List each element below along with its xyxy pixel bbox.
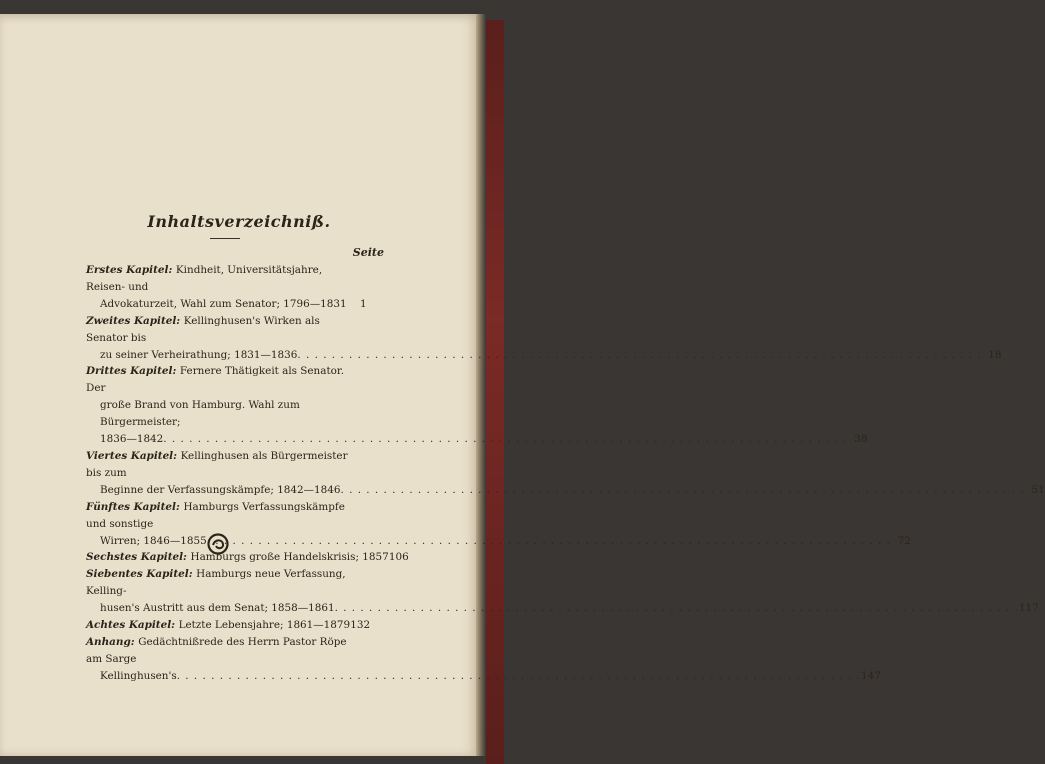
- toc-text: Kindheit, Universitätsjahre, Reisen- und: [86, 264, 323, 293]
- toc-entry: [86, 448, 1045, 499]
- toc-text: zu seiner Verheirathung; 1831—1836: [100, 348, 298, 361]
- chapter-label: Viertes Kapitel:: [86, 449, 181, 462]
- toc-text: Hamburgs Verfassungskämpfe und sonstige: [86, 500, 345, 530]
- page-number: 51: [1031, 483, 1045, 496]
- toc-line: [86, 482, 1045, 499]
- chapter-label: Siebentes Kapitel:: [86, 568, 197, 581]
- toc-line: [86, 668, 881, 685]
- toc-entry: [86, 363, 868, 448]
- leader-dots: . . . . . . . . . . . . . . . . . . . . . . . . . . . . . . . . . . . . . . . . . . . . . . . . . . . . . . . . . . . . . . . . . . . . . . . . . . . . . . . .: [334, 602, 1019, 615]
- page-number: 18: [988, 348, 1002, 361]
- leader-dots: . . . . . . . . . . . . . . . . . . . . . . . . . . . . . . . . . . . . . . . . . . . . . . . . . . . . . . . . . . . . . . . . . . . . . . . . . . . . . . . .: [340, 483, 1025, 496]
- page-title: Inhaltsverzeichniß.: [147, 212, 331, 231]
- leader-dots: . . . . . . . . . . . . . . . . . . . . . . . . . . . . . . . . . . . . . . . . . . . . . . . . . . . . . . . . . . . . . . . . . . . . . . . . . . . . . . . .: [206, 534, 891, 547]
- toc-text: große Brand von Hamburg. Wahl zum Bürgermeister;: [100, 399, 300, 429]
- toc-text: Fernere Thätigkeit als Senator. Der: [86, 365, 345, 395]
- toc-entry: [86, 313, 1002, 364]
- chapter-label: Fünftes Kapitel:: [86, 500, 184, 513]
- toc-text: Advokaturzeit, Wahl zum Senator; 1796—1831: [100, 297, 347, 310]
- chapter-label: Achtes Kapitel:: [86, 619, 179, 632]
- toc-text: Kellinghusen's: [100, 669, 177, 682]
- toc-entry: [86, 262, 367, 313]
- toc-line: [86, 397, 364, 431]
- page-number: 117: [1018, 602, 1039, 615]
- toc-line: [86, 262, 364, 296]
- chapter-label: Erstes Kapitel:: [86, 264, 176, 276]
- toc-line: [86, 431, 868, 448]
- page-number: 1: [359, 297, 367, 310]
- chapter-label: Anhang:: [86, 635, 139, 648]
- page-column-header: Seite: [352, 246, 384, 259]
- toc-text: Beginne der Verfassungskämpfe; 1842—1846: [100, 483, 341, 496]
- toc-line: [86, 448, 364, 482]
- page-edge: [476, 14, 486, 756]
- toc-text: Kellinghusen's Wirken als Senator bis: [86, 314, 320, 344]
- toc-line: [86, 617, 371, 634]
- toc-text: Hamburgs große Handelskrisis; 1857: [190, 551, 389, 564]
- title-rule: [210, 238, 240, 239]
- toc-line: [86, 347, 1002, 364]
- toc-text: Wirren; 1846—1855: [100, 534, 207, 547]
- page-number: 106: [388, 551, 409, 564]
- toc-entry: [86, 617, 371, 634]
- toc-line: [86, 363, 364, 397]
- toc-text: 1836—1842: [100, 433, 164, 446]
- toc-line: [86, 634, 364, 668]
- page-number: 147: [861, 669, 881, 682]
- toc-line: [86, 499, 364, 533]
- leader-dots: . . . . . . . . . . . . . . . . . . . . . . . . . . . . . . . . . . . . . . . . . . . . . . . . . . . . . . . . . . . . . . . . . . . . . . . . . . . . . . . .: [297, 348, 982, 361]
- chapter-label: Sechstes Kapitel:: [86, 551, 191, 564]
- toc-text: Gedächtnißrede des Herrn Pastor Röpe am Sarge: [86, 635, 347, 665]
- leader-dots: . . . . . . . . . . . . . . . . . . . . . . . . . . . . . . . . . . . . . . . . . . . . . . . . . . . . . . . . . . . . . . . . . . . . . . . . . . . . . . . .: [176, 669, 861, 682]
- toc-text: Letzte Lebensjahre; 1861—1879: [178, 619, 351, 632]
- leader-dots: . . . . . . . . . . . . . . . . . . . . . . . . . . . . . . . . . . . . . . . . . . . . . . . . . . . . . . . . . . . . . . . . . . . . . . . . . . . . . . . .: [163, 433, 848, 446]
- toc-text: Hamburgs neue Verfassung, Kelling-: [86, 568, 346, 598]
- chapter-label: Zweites Kapitel:: [86, 314, 184, 327]
- table-of-contents: [86, 262, 1045, 685]
- chapter-label: Drittes Kapitel:: [86, 365, 180, 378]
- binding-strip: [486, 20, 504, 764]
- ornament-icon: [207, 533, 229, 555]
- toc-line: [86, 313, 364, 347]
- page-number: 132: [350, 619, 371, 632]
- toc-text: Kellinghusen als Bürgermeister bis zum: [86, 449, 348, 479]
- page-number: 72: [897, 534, 911, 547]
- toc-entry: [86, 566, 1039, 617]
- toc-entry: [86, 634, 881, 685]
- toc-line: [86, 600, 1039, 617]
- toc-line: [86, 566, 364, 600]
- toc-text: husen's Austritt aus dem Senat; 1858—1861: [100, 602, 335, 615]
- page-number: 38: [854, 433, 868, 446]
- toc-line: [86, 296, 367, 313]
